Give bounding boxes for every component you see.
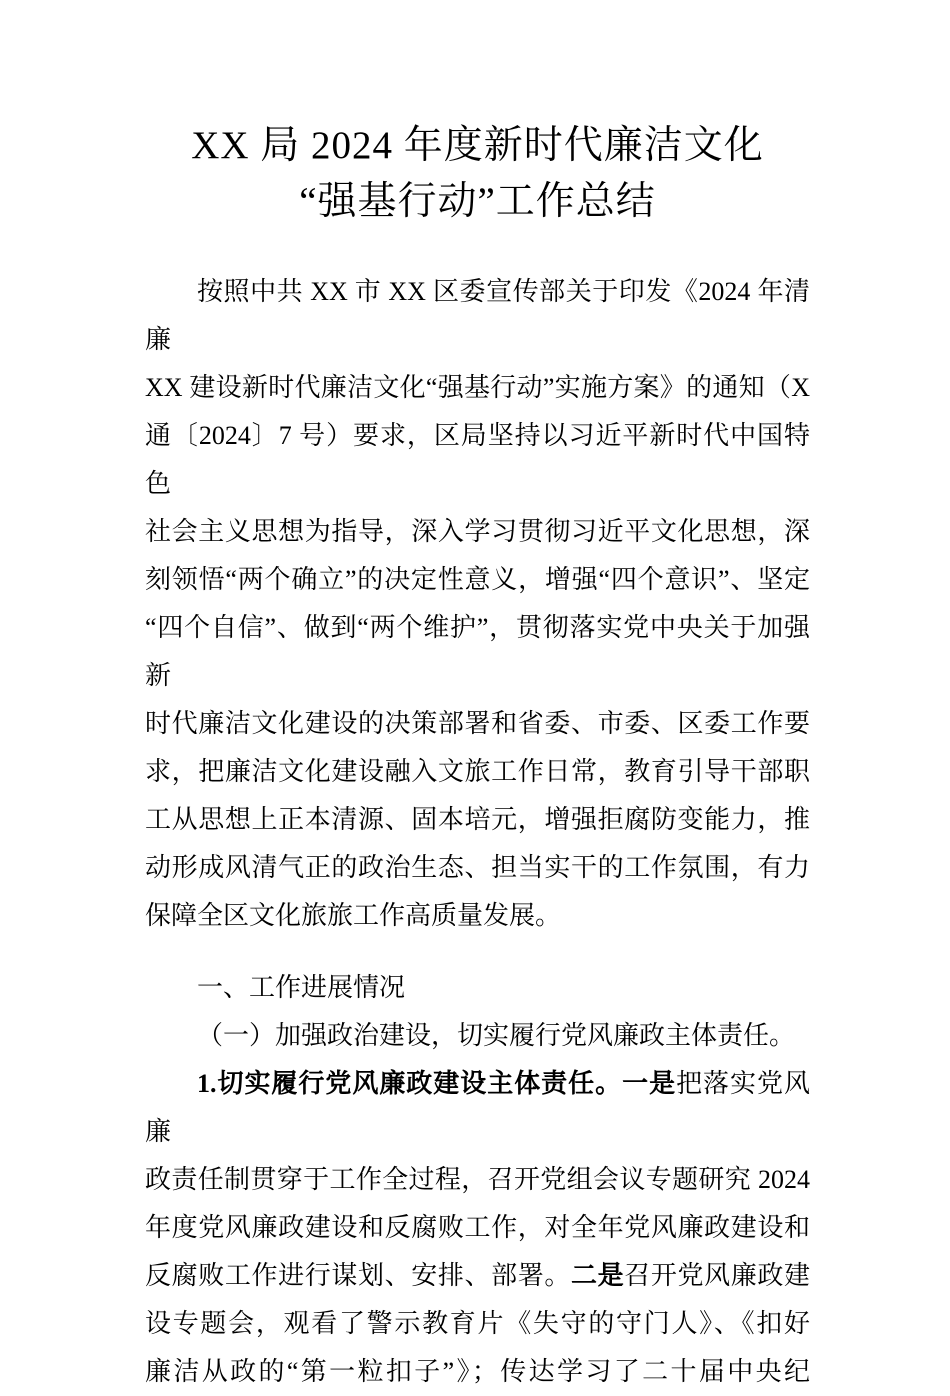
text-run: 刻领悟“两个确立”的决定性意义，增强“四个意识”、坚定 — [145, 565, 810, 594]
section-heading-progress — [145, 964, 810, 1012]
text-line — [145, 1348, 810, 1396]
text-line — [145, 1156, 810, 1204]
text-line — [145, 268, 810, 364]
text-run: （一）加强政治建设，切实履行党风廉政主体责任。 — [197, 1021, 796, 1050]
document-body — [145, 268, 810, 1396]
text-run: 按照中共 XX 市 XX 区委宣传部关于印发《2024 年清廉 — [145, 277, 810, 354]
responsibility-paragraph — [145, 1060, 810, 1396]
document-title-line-1: XX 局 2024 年度新时代廉洁文化 — [191, 124, 764, 167]
text-run: 动形成风清气正的政治生态、担当实干的工作氛围，有力 — [145, 853, 810, 882]
document-title-line-2: “强基行动”工作总结 — [299, 180, 656, 223]
subsection-heading-political-construction — [145, 1012, 810, 1060]
text-line — [145, 1060, 810, 1156]
document-title — [145, 118, 810, 230]
text-run: 反腐败工作进行谋划、安排、部署。 — [145, 1261, 571, 1290]
text-run: 设专题会，观看了警示教育片《失守的守门人》、《扣好 — [145, 1309, 810, 1338]
text-run: 求，把廉洁文化建设融入文旅工作日常，教育引导干部职 — [145, 757, 810, 786]
text-line — [145, 796, 810, 844]
text-run: 政责任制贯穿于工作全过程，召开党组会议专题研究 2024 — [145, 1165, 810, 1194]
text-run: 保障全区文化旅旅工作高质量发展。 — [145, 901, 562, 930]
text-run: 社会主义思想为指导，深入学习贯彻习近平文化思想，深 — [145, 517, 810, 546]
text-run: 廉洁从政的“第一粒扣子”》；传达学习了二十届中央纪 — [145, 1357, 810, 1386]
text-run: 召开党风廉政建 — [624, 1261, 810, 1290]
text-line — [145, 964, 810, 1012]
text-run: 通〔2024〕7 号）要求，区局坚持以习近平新时代中国特色 — [145, 421, 810, 498]
text-line — [145, 364, 810, 412]
text-run: 时代廉洁文化建设的决策部署和省委、市委、区委工作要 — [145, 709, 810, 738]
text-line — [145, 412, 810, 508]
text-line — [145, 1300, 810, 1348]
text-run: XX 建设新时代廉洁文化“强基行动”实施方案》的通知（X — [145, 373, 810, 402]
text-line — [145, 748, 810, 796]
text-run: “四个自信”、做到“两个维护”，贯彻落实党中央关于加强新 — [145, 613, 810, 690]
bold-text-run: 二是 — [570, 1261, 625, 1290]
text-line — [145, 1012, 810, 1060]
text-line — [145, 1204, 810, 1252]
text-line — [145, 604, 810, 700]
text-line — [145, 844, 810, 892]
text-line — [145, 892, 810, 940]
text-run: 把落实党风廉 — [145, 1069, 810, 1146]
bold-text-run: 1.切实履行党风廉政建设主体责任。一是 — [197, 1069, 677, 1098]
text-line — [145, 1252, 810, 1300]
text-line — [145, 556, 810, 604]
text-run: 年度党风廉政建设和反腐败工作，对全年党风廉政建设和 — [145, 1213, 810, 1242]
intro-paragraph — [145, 268, 810, 940]
text-line — [145, 508, 810, 556]
text-run: 一、工作进展情况 — [197, 973, 406, 1002]
text-line — [145, 700, 810, 748]
text-run: 工从思想上正本清源、固本培元，增强拒腐防变能力，推 — [145, 805, 810, 834]
